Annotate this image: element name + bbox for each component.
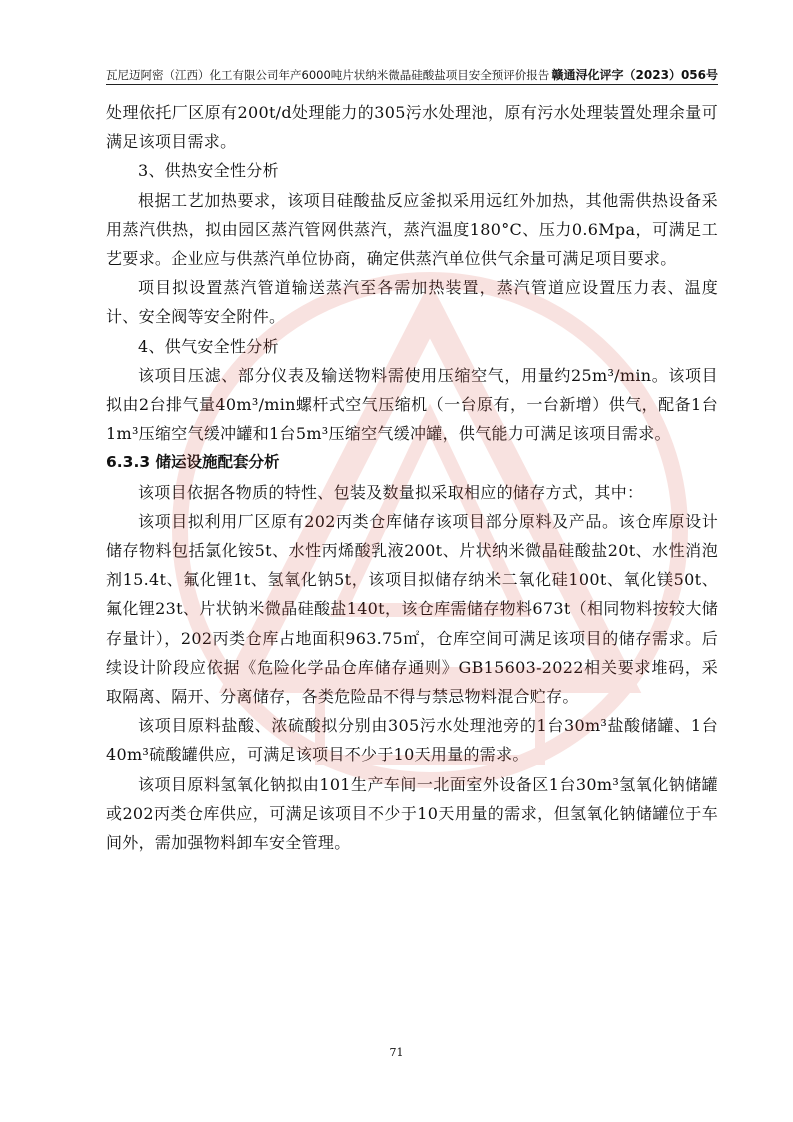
paragraph: 该项目拟利用厂区原有202丙类仓库储存该项目部分原料及产品。该仓库原设计储存物料包括氯化铵5t、水性丙烯酸乳液200t、片状纳米微晶硅酸盐20t、水性消泡剂15.4t、氟化锂1t、氢氧化钠5t，该项目拟储存纳米二氧化硅100t、氧化镁50t、氟化锂23t、片状钠米微晶硅酸盐140t，该仓库需储存物料673t（相同物料按较大储存量计），202丙类仓库占地面积963.75㎡，仓库空间可满足该项目的储存需求。后续设计阶段应依据《危险化学品仓库储存通则》GB15603-2022相关要求堆码，采取隔离、隔开、分离储存，各类危险品不得与禁忌物料混合贮存。 [106,511,718,707]
paragraph: 处理依托厂区原有200t/d处理能力的305污水处理池，原有污水处理装置处理余量可满足该项目需求。 [106,103,718,152]
subsection-heading: 4、供气安全性分析 [138,336,279,356]
section-heading: 6.3.3 储运设施配套分析 [106,453,280,472]
page-number: 71 [389,1046,404,1059]
paragraph: 该项目原料盐酸、浓硫酸拟分别由305污水处理池旁的1台30m³盐酸储罐、1台40m³硫酸罐供应，可满足该项目不少于10天用量的需求。 [106,716,718,765]
paragraph: 该项目依据各物质的特性、包装及数量拟采取相应的储存方式，其中： [138,482,644,502]
paragraph: 项目拟设置蒸汽管道输送蒸汽至各需加热装置，蒸汽管道应设置压力表、温度计、安全阀等安全附件。 [106,278,718,327]
document-body [106,98,718,857]
paragraph: 该项目原料氢氧化钠拟由101生产车间一北面室外设备区1台30m³氢氧化钠储罐或202丙类仓库供应，可满足该项目不少于10天用量的需求，但氢氧化钠储罐位于车间外，需加强物料卸车安全管理。 [106,774,718,853]
header-report-number: 赣通浔化评字（2023）056号 [551,68,718,82]
page-header [106,64,718,85]
paragraph: 根据工艺加热要求，该项目硅酸盐反应釜拟采用远红外加热，其他需供热设备采用蒸汽供热，拟由园区蒸汽管网供蒸汽，蒸汽温度180°C、压力0.6Mpa，可满足工艺要求。企业应与供蒸汽单位协商，确定供蒸汽单位供气余量可满足项目要求。 [106,190,718,269]
header-report-title: 瓦尼迈阿密（江西）化工有限公司年产6000吨片状纳米微晶硅酸盐项目安全预评价报告 [106,68,550,82]
subsection-heading: 3、供热安全性分析 [138,161,279,181]
paragraph: 该项目压滤、部分仪表及输送物料需使用压缩空气，用量约25m³/min。该项目拟由2台排气量40m³/min螺杆式空气压缩机（一台原有，一台新增）供气，配备1台1m³压缩空气缓冲罐和1台5m³压缩空气缓冲罐，供气能力可满足该项目需求。 [106,365,718,444]
